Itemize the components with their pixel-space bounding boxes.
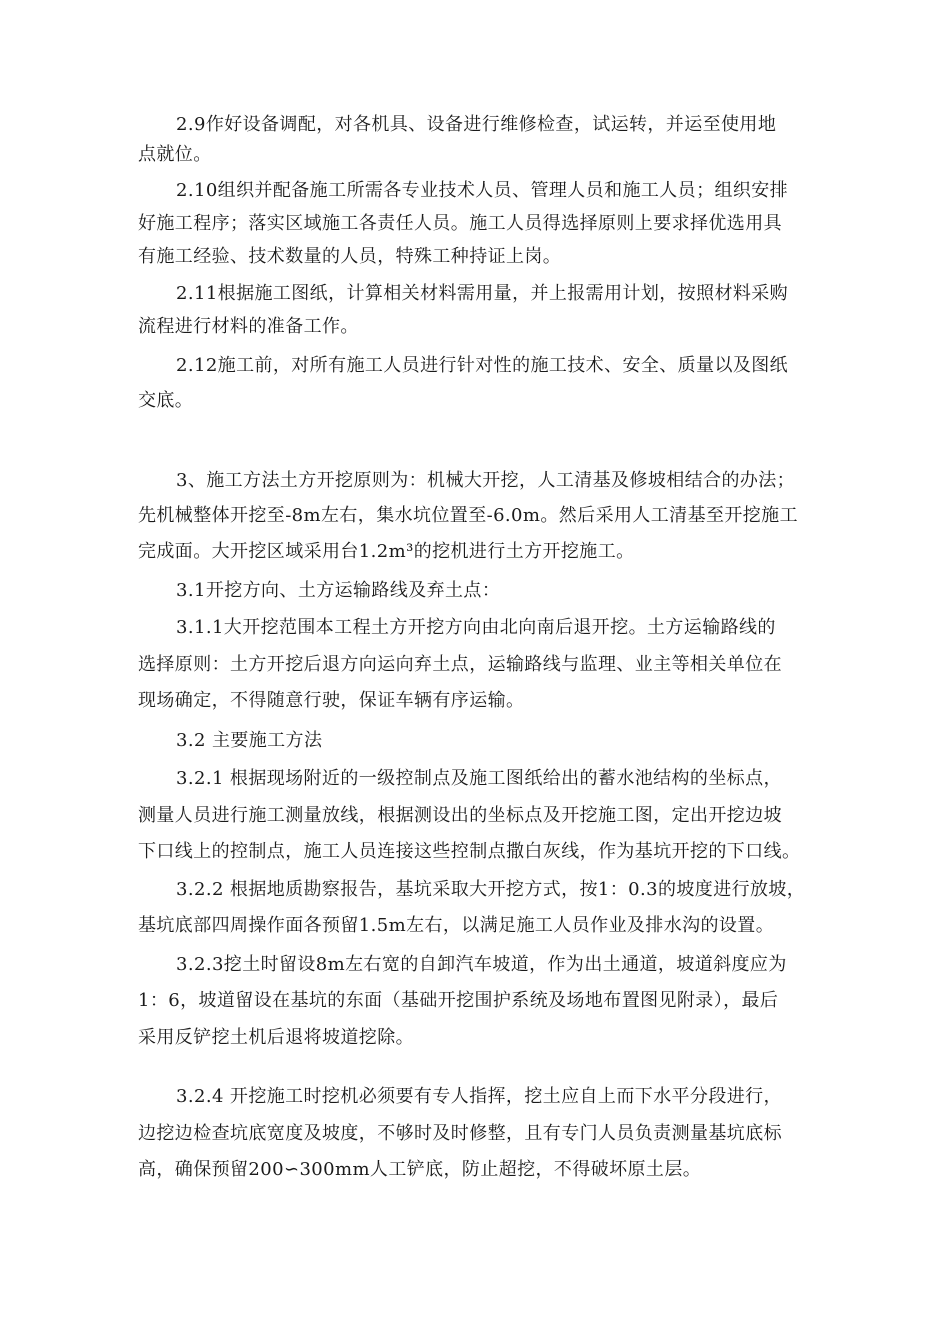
line-3-2-4: 3.2.4 开挖施工时挖机必须要有专人指挥，挖土应自上而下水平分段进行， [176,1086,782,1107]
line-3-1-1: 3.1.1大开挖范围本工程土方开挖方向由北向南后退开挖。土方运输路线的 [176,617,776,638]
line-2-12-cont: 交底。 [138,390,194,411]
line-2-9: 2.9作好设备调配，对各机具、设备进行维修检查，试运转，并运至使用地 [176,114,777,135]
line-2-11-cont: 流程进行材料的准备工作。 [138,316,359,337]
line-3-cont1: 先机械整体开挖至-8m左右，集水坑位置至-6.0m。然后采用人工清基至开挖施工 [138,505,798,526]
line-3-1-1-cont2: 现场确定，不得随意行驶，保证车辆有序运输。 [138,690,525,711]
line-3-2-2-cont: 基坑底部四周操作面各预留1.5m左右，以满足施工人员作业及排水沟的设置。 [138,915,775,936]
line-3-2-3-cont2: 采用反铲挖土机后退将坡道挖除。 [138,1027,414,1048]
line-2-10-cont2: 有施工经验、技术数量的人员，特殊工种持证上岗。 [138,246,562,267]
line-3-1: 3.1开挖方向、土方运输路线及弃土点： [176,580,501,601]
line-3-2-1: 3.2.1 根据现场附近的一级控制点及施工图纸给出的蓄水池结构的坐标点， [176,768,782,789]
line-3-cont2: 完成面。大开挖区域采用台1.2m³的挖机进行土方开挖施工。 [138,541,635,562]
line-3-1-1-cont1: 选择原则：土方开挖后退方向运向弃土点，运输路线与监理、业主等相关单位在 [138,654,782,675]
line-3-2-4-cont1: 边挖边检查坑底宽度及坡度，不够时及时修整，且有专门人员负责测量基坑底标 [138,1123,782,1144]
line-2-9-cont: 点就位。 [138,144,212,165]
line-3-2: 3.2 主要施工方法 [176,730,323,751]
line-2-10-cont1: 好施工程序；落实区域施工各责任人员。施工人员得选择原则上要求择优选用具 [138,213,782,234]
line-3-2-2: 3.2.2 根据地质勘察报告，基坑采取大开挖方式，按1：0.3的坡度进行放坡， [176,879,806,900]
line-3: 3、施工方法土方开挖原则为：机械大开挖，人工清基及修坡相结合的办法； [176,470,796,491]
line-3-2-1-cont1: 测量人员进行施工测量放线，根据测设出的坐标点及开挖施工图，定出开挖边坡 [138,805,782,826]
line-3-2-4-cont2: 高，确保预留200∽300mm人工铲底，防止超挖，不得破坏原土层。 [138,1159,702,1180]
line-2-10: 2.10组织并配备施工所需各专业技术人员、管理人员和施工人员；组织安排 [176,180,789,201]
line-3-2-1-cont2: 下口线上的控制点，施工人员连接这些控制点撒白灰线，作为基坑开挖的下口线。 [138,841,801,862]
line-3-2-3-cont1: 1：6，坡道留设在基坑的东面（基础开挖围护系统及场地布置图见附录），最后 [138,990,779,1011]
line-2-12: 2.12施工前，对所有施工人员进行针对性的施工技术、安全、质量以及图纸 [176,355,789,376]
line-3-2-3: 3.2.3挖土时留设8m左右宽的自卸汽车坡道，作为出土通道，坡道斜度应为 [176,954,787,975]
line-2-11: 2.11根据施工图纸，计算相关材料需用量，并上报需用计划，按照材料采购 [176,283,789,304]
